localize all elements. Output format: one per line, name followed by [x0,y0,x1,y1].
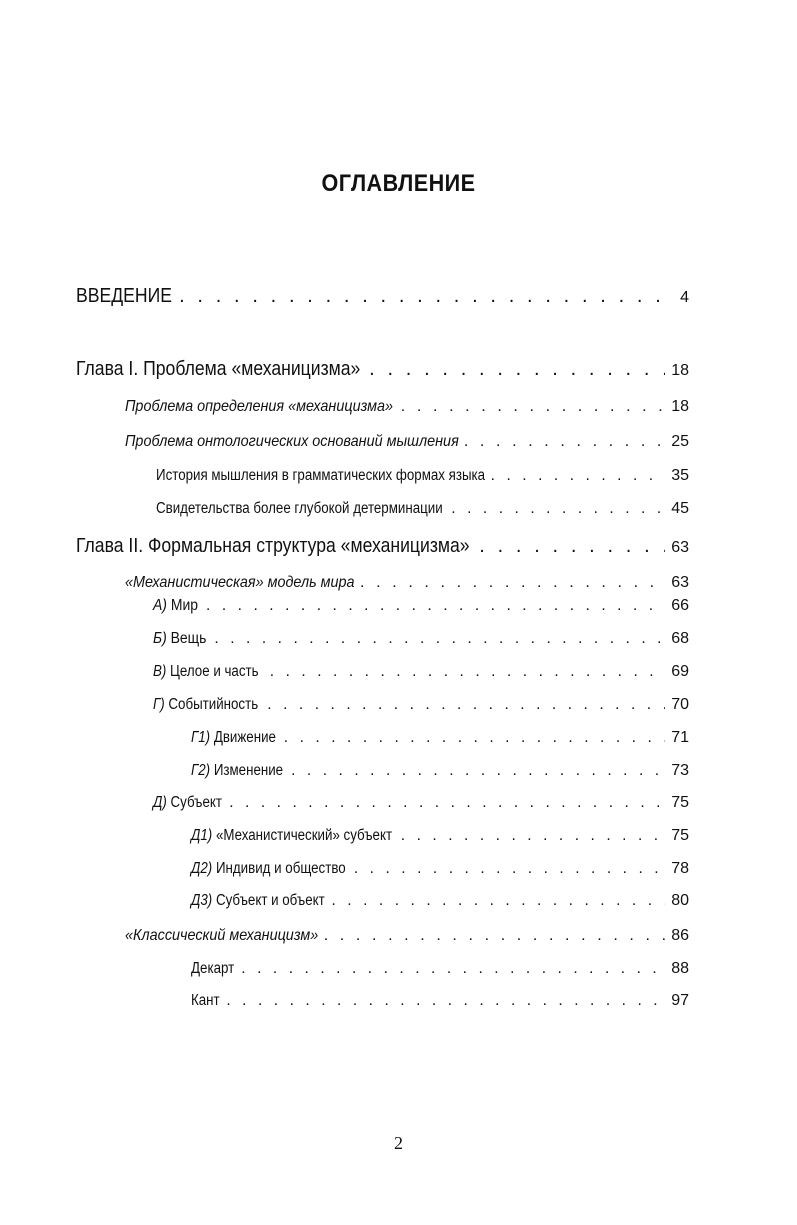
leader-dots [451,500,665,518]
toc-entry-page: 4 [680,289,689,306]
toc-entry-label: Д2) Индивид и общество [191,860,346,877]
toc-entry-section[interactable] [125,433,689,451]
toc-entry-label: История мышления в грамматических формах языка [156,467,486,484]
toc-entry-chapter-1[interactable] [76,358,689,381]
toc-entry-subitem[interactable] [191,860,689,878]
toc-entry-label: Свидетельства более глубокой детерминации [156,500,443,517]
toc-entry-section[interactable] [125,927,689,945]
toc-entry-page: 18 [671,362,689,379]
toc-entry-label: В) Целое и часть [153,663,259,680]
toc-entry-section[interactable] [125,398,689,416]
toc-entry-page: 68 [671,630,689,647]
toc-entry-label: Проблема онтологических оснований мышления [125,433,459,450]
toc-entry-page: 18 [671,398,689,415]
toc-entry-subsection[interactable] [191,992,689,1010]
toc-entry-subitem[interactable] [191,827,689,845]
toc-entry-item[interactable] [153,663,689,681]
toc-entry-label: Д) Субъект [153,794,223,811]
toc-entry-page: 80 [671,892,689,909]
page-title: ОГЛАВЛЕНИЕ [321,170,476,197]
toc-entry-subsection[interactable] [191,960,689,978]
toc-entry-page: 70 [671,696,689,713]
leader-dots [206,597,665,615]
toc-entry-page: 75 [671,794,689,811]
toc-entry-label: Г) Событийность [153,696,259,713]
toc-entry-chapter-2[interactable] [76,535,689,558]
leader-dots [241,960,665,978]
toc-entry-item[interactable] [153,794,689,812]
leader-dots [324,927,666,945]
toc-entry-label: Д1) «Механистический» субъект [191,827,393,844]
toc-entry-subitem[interactable] [191,729,689,747]
toc-entry-page: 63 [671,539,689,556]
toc-entry-label: «Механистическая» модель мира [125,574,355,591]
toc-entry-page: 75 [671,827,689,844]
leader-dots [214,630,665,648]
toc-entry-page: 86 [671,927,689,944]
toc-entry-page: 35 [671,467,689,484]
leader-dots [464,433,665,451]
toc-entry-label: Г2) Изменение [191,762,284,779]
leader-dots [360,574,665,592]
page-number: 2 [394,1133,403,1153]
leader-dots [226,992,665,1010]
leader-dots [491,467,666,485]
toc-entry-label: ВВЕДЕНИЕ [76,285,172,307]
leader-dots [479,535,665,558]
toc-entry-item[interactable] [153,597,689,615]
toc-entry-label: Декарт [191,960,235,977]
leader-dots [267,696,665,714]
toc-entry-label: Проблема определения «механицизма» [125,398,394,415]
toc-entry-page: 88 [671,960,689,977]
toc-entry-page: 97 [671,992,689,1009]
toc-entry-label: Б) Вещь [153,630,207,647]
toc-entry-label: А) Мир [153,597,199,614]
leader-dots [284,729,665,747]
toc-entry-introduction[interactable] [76,285,689,308]
toc-entry-page: 66 [671,597,689,614]
toc-entry-subsection[interactable] [156,500,689,518]
leader-dots [401,827,665,845]
toc-entry-page: 69 [671,663,689,680]
toc-entry-section[interactable] [125,574,689,592]
leader-dots [369,358,665,381]
toc-entry-label: Глава I. Проблема «механицизма» [76,358,361,380]
toc-entry-page: 25 [671,433,689,450]
toc-entry-label: Г1) Движение [191,729,276,746]
toc-entry-subsection[interactable] [156,467,689,485]
toc-entry-label: «Классический механицизм» [125,927,319,944]
toc-entry-item[interactable] [153,630,689,648]
toc-entry-page: 73 [671,762,689,779]
toc-entry-page: 63 [671,574,689,591]
toc-entry-label: Кант [191,992,220,1009]
toc-entry-page: 71 [671,729,689,746]
leader-dots [354,860,665,878]
leader-dots [401,398,665,416]
toc-entry-page: 45 [671,500,689,517]
toc-entry-item[interactable] [153,696,689,714]
toc-entry-page: 78 [671,860,689,877]
toc-entry-label: Глава II. Формальная структура «механицизма» [76,535,470,557]
leader-dots [179,285,674,308]
leader-dots [291,762,665,780]
toc-entry-subitem[interactable] [191,762,689,780]
toc-entry-subitem[interactable] [191,892,689,910]
leader-dots [270,663,665,681]
leader-dots [229,794,665,812]
leader-dots [331,892,665,910]
toc-entry-label: Д3) Субъект и объект [191,892,325,909]
